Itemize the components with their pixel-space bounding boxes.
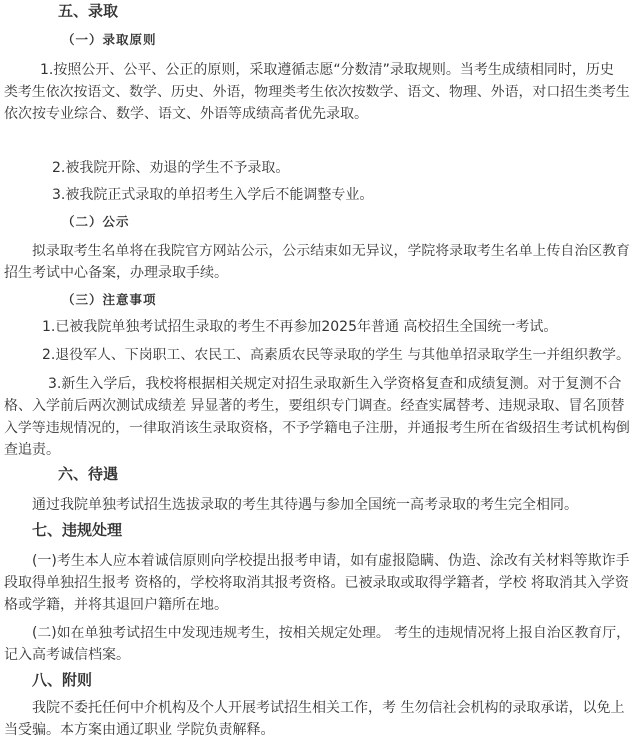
paragraph-line: (一)考生本人应本着诚信原则向学校提出报考申请，如有虚报隐瞒、伪造、涂改有关材料等欺诈手 [32,553,630,569]
paragraph-line: 2.退役军人、下岗职工、农民工、高素质农民等录取的学生 与其他单招录取学生一并组织教学。 [42,347,630,363]
section-heading-treatment: 六、待遇 [58,465,119,483]
paragraph-line: 当受骗。本方案由通辽职业 学院负责解释。 [4,722,275,738]
paragraph-line: 我院不委托任何中介机构及个人开展考试招生相关工作，考 生勿信社会机构的录取承诺，以免上 [32,700,625,716]
paragraph-line: 1.已被我院单独考试招生录取的考生不再参加2025年普通 高校招生全国统一考试。 [42,319,558,335]
paragraph-line: 招生考试中心备案，办理录取手续。 [4,265,228,281]
subheading-publicity: （二）公示 [62,214,130,229]
paragraph-line: 入学等违规情况的，一律取消该生录取资格，不予学籍电子注册，并通报考生所在省级招生考试机构倒 [4,420,630,436]
paragraph-line: 格、入学前后两次测试成绩差 异显著的考生，要组织专门调查。经查实属替考、违规录取、冒名顶替 [4,398,625,414]
paragraph-line: 2.被我院开除、劝退的学生不予录取。 [52,160,290,176]
paragraph-line: 格或学籍，并将其退回户籍所在地。 [4,597,228,613]
paragraph-line: 3.新生入学后，我校将根据相关规定对招生录取新生入学资格复查和成绩复测。对于复测不合 [48,376,622,392]
paragraph-line: 段取得单独招生报考 资格的，学校将取消其报考资格。已被录取或取得学籍者，学校 将取消其入学资 [4,575,629,591]
paragraph-line: 1.按照公开、公平、公正的原则，采取遵循志愿“分数清”录取规则。当考生成绩相同时，历史 [40,62,614,78]
section-heading-supplementary: 八、附则 [32,671,93,689]
subheading-notes: （三）注意事项 [62,292,157,307]
paragraph-line: 类考生依次按语文、数学、历史、外语，物理类考生依次按数学、语文、物理、外语，对口招生类考生 [4,84,630,100]
paragraph-line: 记入高考诚信档案。 [4,647,130,663]
subheading-admission-principles: （一）录取原则 [62,32,157,47]
paragraph-line: (二)如在单独考试招生中发现违规考生，按相关规定处理。 考生的违规情况将上报自治区教育厅， [32,625,630,641]
section-heading-violations: 七、违规处理 [32,521,123,539]
section-heading-admission: 五、录取 [58,2,119,20]
paragraph-line: 依次按专业综合、数学、语文、外语等成绩高者优先录取。 [4,106,368,122]
paragraph-line: 通过我院单独考试招生选拔录取的考生其待遇与参加全国统一高考录取的考生完全相同。 [32,497,578,513]
paragraph-line: 查追责。 [4,442,60,458]
paragraph-line: 3.被我院正式录取的单招考生入学后不能调整专业。 [52,187,374,203]
paragraph-line: 拟录取考生名单将在我院官方网站公示，公示结束如无异议，学院将录取考生名单上传自治区教育 [32,243,630,259]
